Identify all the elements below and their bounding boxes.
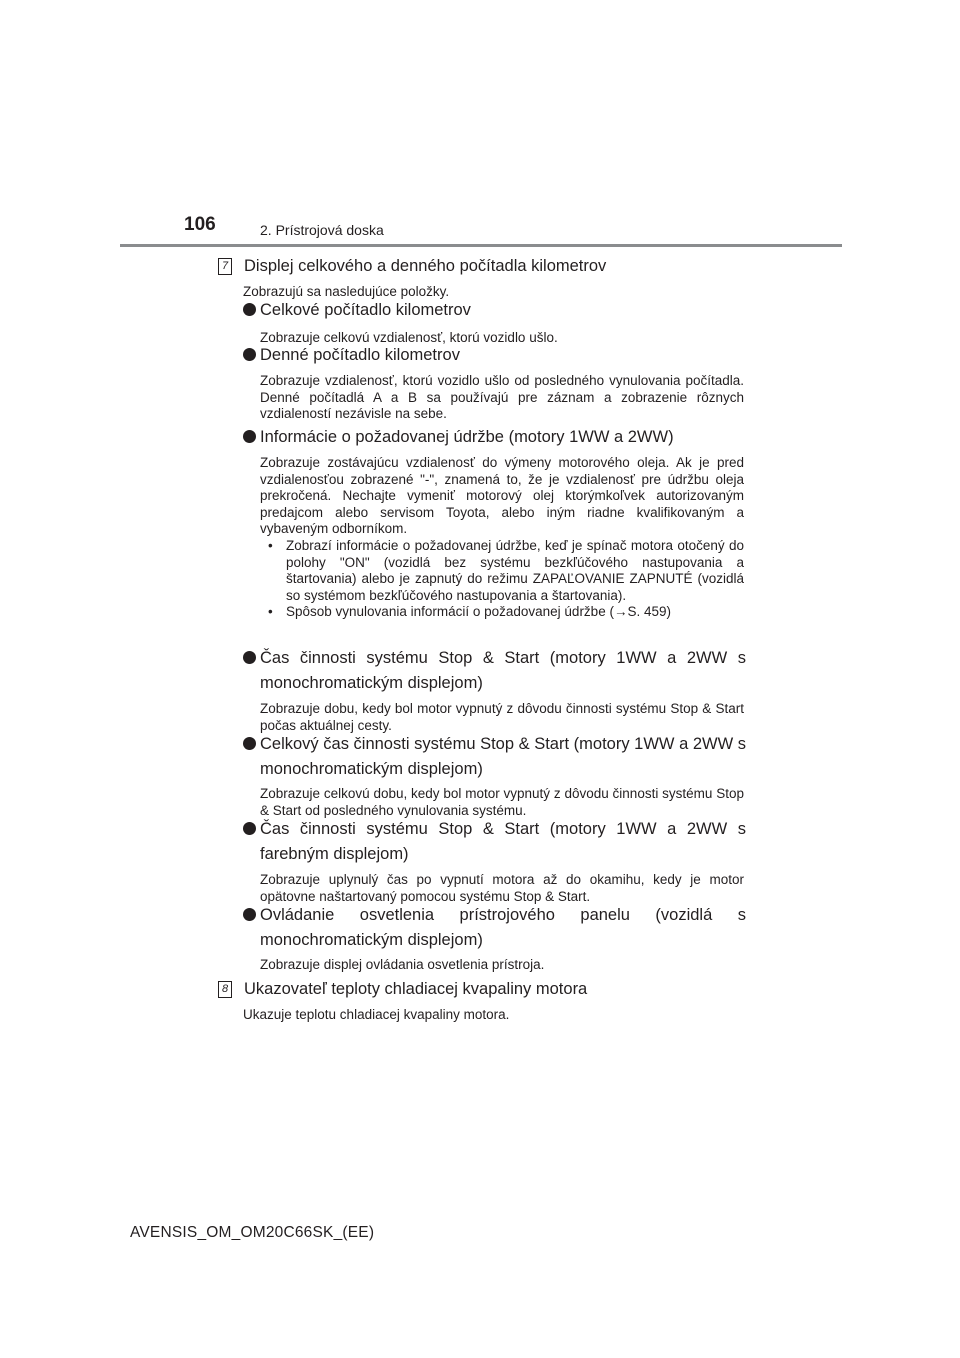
section-intro: Zobrazujú sa nasledujúce položky. xyxy=(243,284,450,299)
chapter-title: 2. Prístrojová doska xyxy=(260,222,384,238)
sub-list-item: • Zobrazí informácie o požadovanej údržbe, keď je spínač motora otočený do polohy "ON" (vozidlá bez systému bezkľúčového nastupovania a štartovania) alebo je zapnutý do režimu ZAPAĽOVANIE ZAPNUTÉ (vozidlá so systémom bezkľúčového nastupovania a štartovania). xyxy=(268,538,744,604)
document-code: AVENSIS_OM_OM20C66SK_(EE) xyxy=(130,1224,375,1241)
section-intro: Ukazuje teplotu chladiacej kvapaliny motora. xyxy=(243,1007,510,1022)
list-item-heading: Čas činnosti systému Stop & Start (motory 1WW a 2WW s monochromatickým displejom) xyxy=(243,646,746,696)
sub-list-item: • Spôsob vynulovania informácií o požadovanej údržbe (→S. 459) xyxy=(268,604,744,621)
list-item-text: Zobrazuje zostávajúcu vzdialenosť do výmeny motorového oleja. Ak je pred vzdialenosťou zobrazené "-", znamená to, že je vzdialenosť pre údržbu oleja prekročená. Nechajte vymeniť motorový olej ktorýmkoľvek autorizovaným predajcom alebo servisom Toyota, alebo iným riadne kvalifikovaným a vybaveným odborníkom. xyxy=(260,455,744,537)
page-header xyxy=(120,208,842,248)
section-title: Displej celkového a denného počítadla kilometrov xyxy=(244,257,607,275)
bullet-icon xyxy=(243,908,256,921)
list-item-heading: Informácie o požadovanej údržbe (motory 1WW a 2WW) xyxy=(243,425,746,450)
section-heading-8 xyxy=(218,979,587,999)
bullet-icon xyxy=(243,737,256,750)
page-number: 106 xyxy=(184,214,216,235)
list-item-heading: Čas činnosti systému Stop & Start (motory 1WW a 2WW s farebným displejom) xyxy=(243,817,746,867)
section-heading-7 xyxy=(218,256,606,276)
bullet-icon xyxy=(243,303,256,316)
sub-list xyxy=(268,538,744,621)
header-divider xyxy=(120,244,842,247)
bullet-icon xyxy=(243,651,256,664)
list-item-heading: Denné počítadlo kilometrov xyxy=(243,343,746,368)
list-item-heading: Celkový čas činnosti systému Stop & Start (motory 1WW a 2WW s monochromatickým displejom) xyxy=(243,732,746,782)
bullet-icon xyxy=(243,348,256,361)
list-item-text: Zobrazuje uplynulý čas po vypnutí motora až do okamihu, kedy je motor opätovne naštartovaný pomocou systému Stop & Start. xyxy=(260,872,744,904)
list-item-text: Zobrazuje displej ovládania osvetlenia prístroja. xyxy=(260,957,545,972)
list-item-text: Zobrazuje celkovú dobu, kedy bol motor vypnutý z dôvodu činnosti systému Stop & Start od posledného vynulovania systému. xyxy=(260,786,744,818)
list-item-text: Zobrazuje dobu, kedy bol motor vypnutý z dôvodu činnosti systému Stop & Start počas aktuálnej cesty. xyxy=(260,701,744,733)
section-number-box: 8 xyxy=(218,981,232,998)
list-item-text: Zobrazuje celkovú vzdialenosť, ktorú vozidlo ušlo. xyxy=(260,330,558,345)
list-item-text: Zobrazuje vzdialenosť, ktorú vozidlo ušlo od posledného vynulovania počítadla. Denné počítadlá A a B sa používajú pre záznam a zobrazenie rôznych vzdialeností nezávisle na sebe. xyxy=(260,373,744,422)
bullet-icon xyxy=(243,430,256,443)
list-item-heading: Ovládanie osvetlenia prístrojového panelu (vozidlá s monochromatickým displejom) xyxy=(243,903,746,953)
section-number-box: 7 xyxy=(218,258,232,275)
list-item-heading: Celkové počítadlo kilometrov xyxy=(243,298,746,323)
bullet-icon xyxy=(243,822,256,835)
section-title: Ukazovateľ teploty chladiacej kvapaliny motora xyxy=(244,980,588,998)
